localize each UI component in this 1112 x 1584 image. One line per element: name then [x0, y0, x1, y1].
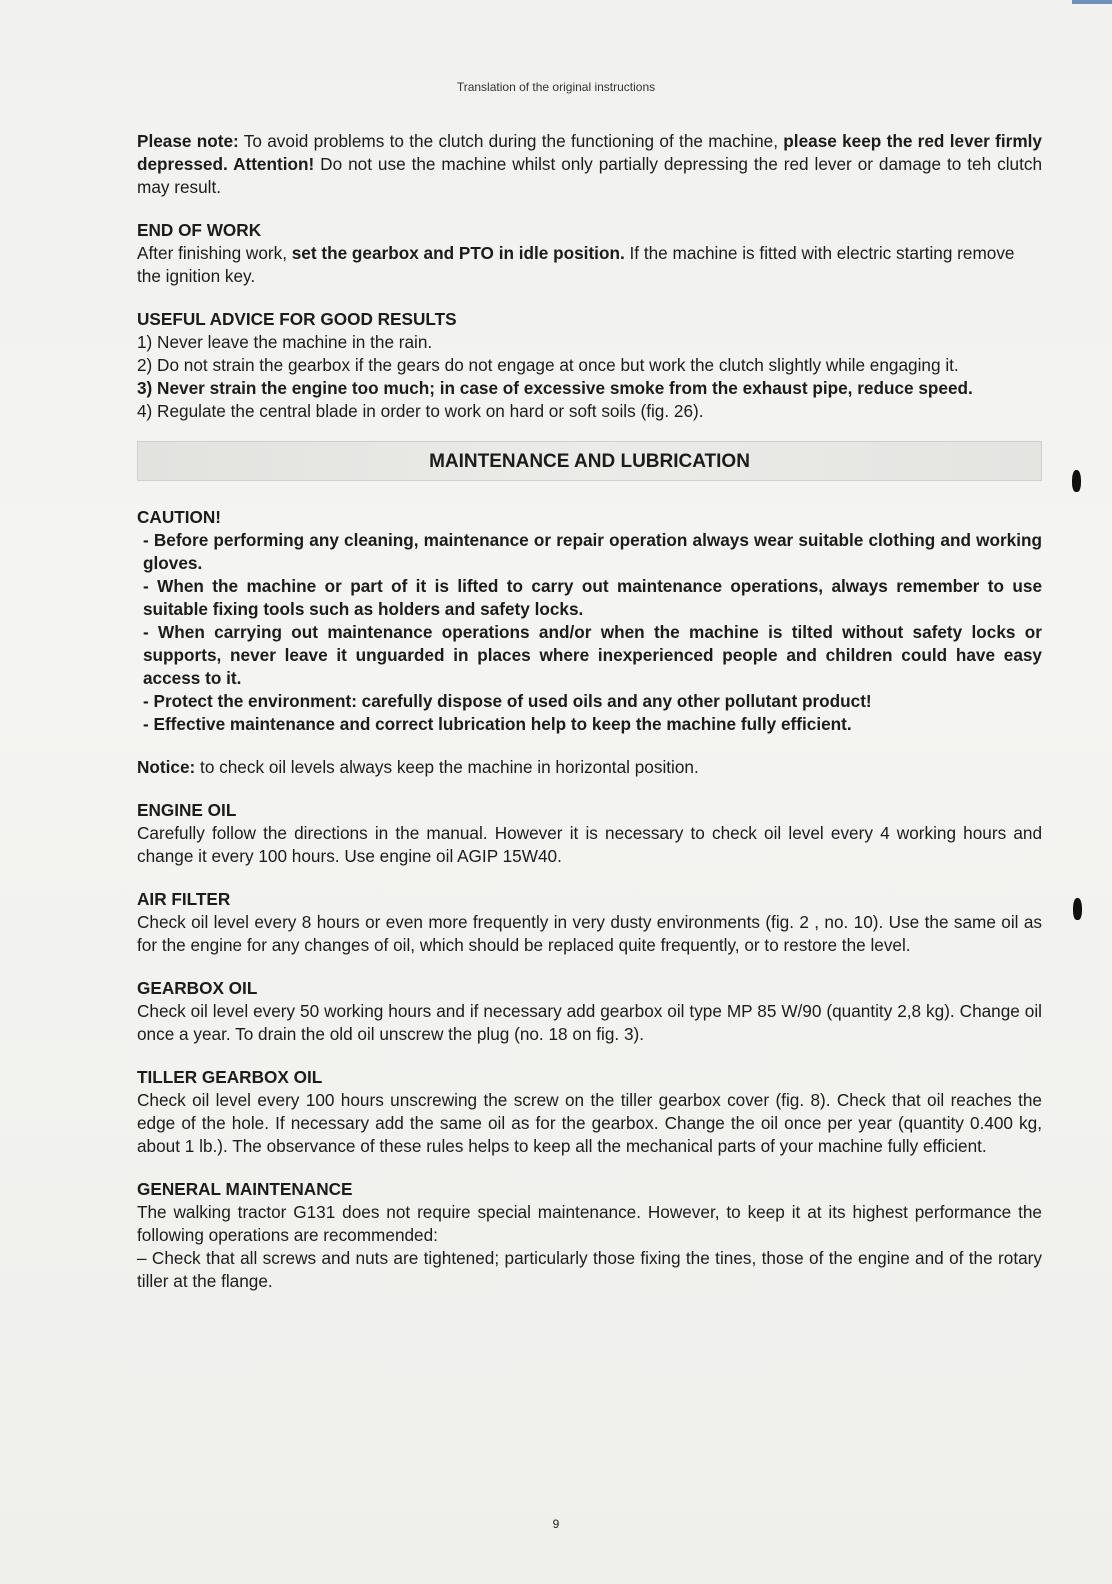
advice-title: USEFUL ADVICE FOR GOOD RESULTS [137, 309, 457, 329]
advice-item-1: 1) Never leave the machine in the rain. [137, 332, 433, 352]
caution-item-4: - Protect the environment: carefully dispose of used oils and any other pollutant product! [143, 691, 872, 711]
section-banner-title: MAINTENANCE AND LUBRICATION [429, 450, 750, 472]
general-maintenance-text: The walking tractor G131 does not require special maintenance. However, to keep it at its highest performance the following operations are recommended: [137, 1202, 1042, 1245]
note-text-2: Do not use the machine whilst only partially depressing the red lever or damage to teh clutch may result. [137, 154, 1043, 197]
general-maintenance-title: GENERAL MAINTENANCE [137, 1179, 353, 1199]
caution-item-5: - Effective maintenance and correct lubrication help to keep the machine fully efficient. [143, 714, 852, 734]
hole-punch-mark [1072, 470, 1081, 492]
page-number: 9 [552, 1517, 560, 1531]
hole-punch-mark [1073, 898, 1082, 920]
note-text-1: To avoid problems to the clutch during the functioning of the machine, [238, 131, 784, 151]
engine-oil-section [137, 799, 1042, 868]
caution-title: CAUTION! [137, 507, 222, 527]
caution-section [137, 506, 1042, 736]
tiller-gearbox-oil-section [137, 1066, 1042, 1158]
end-of-work-section [137, 219, 1042, 288]
end-of-work-bold: set the gearbox and PTO in idle position. [291, 243, 625, 263]
end-of-work-title: END OF WORK [137, 220, 262, 240]
gearbox-oil-section [137, 977, 1042, 1046]
advice-item-4: 4) Regulate the central blade in order to work on hard or soft soils (fig. 26). [137, 401, 704, 421]
air-filter-text: Check oil level every 8 hours or even more frequently in very dusty environments (fig. 2 , no. 10). Use the same oil as for the engine for any changes of oil, which should be replaced quite frequently, or to restore the level. [137, 912, 1042, 955]
page-header: Translation of the original instructions [456, 80, 656, 94]
note-label: Please note: [137, 131, 239, 151]
note-paragraph [137, 130, 1042, 199]
caution-item-3: - When carrying out maintenance operations and/or when the machine is tilted without safety locks or supports, never leave it unguarded in places where inexperienced people and children could have easy access to it. [143, 622, 1042, 688]
notice-text: to check oil levels always keep the machine in horizontal position. [195, 757, 699, 777]
tiller-gearbox-oil-text: Check oil level every 100 hours unscrewing the screw on the tiller gearbox cover (fig. 8). Check that oil reaches the edge of the hole. If necessary add the same oil as for the gearbox. Change the oil once per year (quantity 0.400 kg, about 1 lb.). The observance of these rules helps to keep all the mechanical parts of your machine fully efficient. [137, 1090, 1042, 1156]
advice-section [137, 308, 1042, 423]
section-banner [137, 441, 1042, 481]
scan-edge-mark [1072, 0, 1112, 4]
end-of-work-text-2: If the machine is fitted with electric starting remove the ignition key. [137, 243, 1015, 286]
gearbox-oil-text: Check oil level every 50 working hours and if necessary add gearbox oil type MP 85 W/90 (quantity 2,8 kg). Change oil once a year. To drain the old oil unscrew the plug (no. 18 on fig. 3). [137, 1001, 1042, 1044]
advice-item-2: 2) Do not strain the gearbox if the gears do not engage at once but work the clutch slightly while engaging it. [137, 355, 959, 375]
gearbox-oil-title: GEARBOX OIL [137, 978, 258, 998]
note-bold-text: please keep the red lever firmly depressed. [137, 131, 1042, 174]
caution-item-2: - When the machine or part of it is lifted to carry out maintenance operations, always remember to use suitable fixing tools such as holders and safety locks. [143, 576, 1042, 619]
general-maintenance-section [137, 1178, 1042, 1293]
end-of-work-text-1: After finishing work, [137, 243, 292, 263]
engine-oil-text: Carefully follow the directions in the manual. However it is necessary to check oil level every 4 working hours and change it every 100 hours. Use engine oil AGIP 15W40. [137, 823, 1042, 866]
air-filter-section [137, 888, 1042, 957]
end-of-work-text [137, 242, 1042, 288]
advice-item-3: 3) Never strain the engine too much; in case of excessive smoke from the exhaust pipe, reduce speed. [137, 378, 973, 398]
tiller-gearbox-oil-title: TILLER GEARBOX OIL [137, 1067, 323, 1087]
general-maintenance-item-1: – Check that all screws and nuts are tightened; particularly those fixing the tines, those of the engine and of the rotary tiller at the flange. [137, 1248, 1042, 1291]
notice-paragraph [137, 756, 1042, 779]
page-content [137, 130, 1042, 1293]
engine-oil-title: ENGINE OIL [137, 800, 237, 820]
notice-label: Notice: [137, 757, 196, 777]
caution-item-1: - Before performing any cleaning, maintenance or repair operation always wear suitable clothing and working gloves. [143, 530, 1042, 573]
attention-label: Attention! [227, 154, 315, 174]
air-filter-title: AIR FILTER [137, 889, 231, 909]
